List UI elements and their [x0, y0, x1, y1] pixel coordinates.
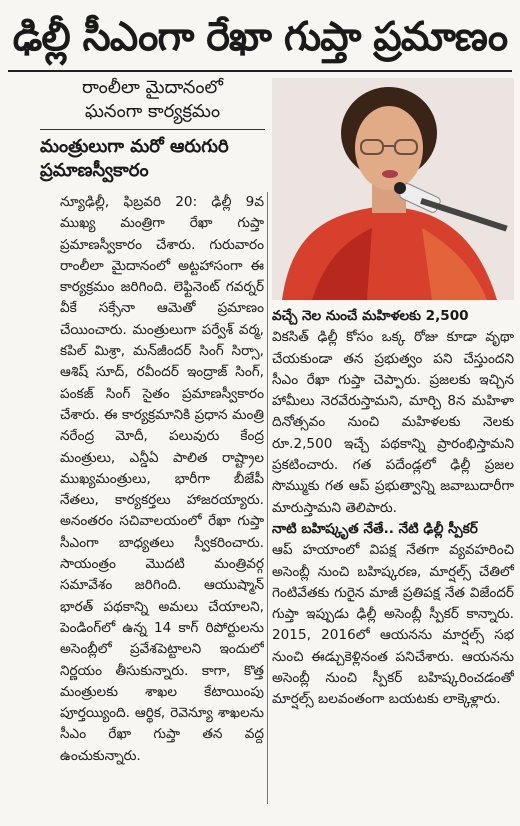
- deck-line-2: ఘనంగా కార్యక్రమం: [84, 101, 221, 122]
- subheading-speaker: నాటి బహిష్కృత నేతే.. నేటి ఢిల్లీ స్పీకర్: [272, 520, 478, 537]
- column-2-intro: వచ్చే నెల నుంచే మహిళలకు 2,500: [272, 308, 469, 324]
- deck-rule: [40, 129, 265, 130]
- headline-rule: [8, 70, 512, 72]
- body-column-2: [272, 306, 514, 806]
- news-photo: [272, 78, 514, 300]
- deck: [40, 76, 265, 183]
- column-2-paragraph-1: వికసిత్ ఢిల్లీ కోసం ఒక్క రోజు కూడా వృథా చేయకుండా తన ప్రభుత్వం పని చేస్తుందని సీఎం రేఖా గుప్తా చెప్పారు. ప్రజలకు ఇచ్చిన హామీలు నెరవేరుస్తామని, మార్చి 8న మహిళా దినోత్సవం నుంచి మహిళలకు నెలకు రూ.2,500 ఇచ్చే పథకాన్ని ప్రారంభిస్తామని ప్రకటించారు. గత పదేండ్లలో ఢిల్లీ ప్రజల సొమ్ముకు గత ఆప్ ప్రభుత్వాన్ని జవాబుదారీగా మారుస్తామని తెలిపారు.: [272, 329, 514, 516]
- deck-line-3: మంత్రులుగా మరో ఆరుగురి: [40, 136, 229, 157]
- deck-line-4: ప్రమాణస్వీకారం: [40, 160, 149, 181]
- column-2-paragraph-2: ఆప్ హయాంలో విపక్ష నేతగా వ్యవహరించి అసెంబ్లీ నుంచి బహిష్కరణ, మార్షల్స్ చేతిలో గెంటివేతకు గురైన మాజీ ప్రతిపక్ష నేత విజేందర్ గుప్తా ఇప్పుడు ఢిల్లీ అసెంబ్లీ స్పీకర్ కాన్నారు. 2015, 2016లో ఆయనను మార్షల్స్ సభ నుంచి ఈడ్చుకెళ్లినంత పనిచేశారు. ఆయనను అసెంబ్లీ నుంచి స్పీకర్ బహిష్కరించడంతో మార్షల్స్ బలవంతంగా బయటకు లాక్కెళ్లారు.: [272, 542, 514, 708]
- headline: ఢిల్లీ సీఎంగా రేఖా గుప్తా ప్రమాణం: [12, 14, 508, 60]
- body-column-1: న్యూఢిల్లీ, ఫిబ్రవరి 20: ఢిల్లీ 9వ ముఖ్య మంత్రిగా రేఖా గుప్తా ప్రమాణస్వీకారం చేశారు. గురువారం రాంలీలా మైదానంలో అట్టహాసంగా ఈ కార్యక్రమం జరిగింది. లెఫ్టినెంట్ గవర్నర్ వీకే సక్సేనా ఆమెతో ప్రమాణం చేయించారు. మంత్రులుగా పర్వేశ్ వర్మ, కపిల్ మిశ్రా, మన్‌జీందర్ సింగ్ సిర్సా, ఆశిష్ సూద్, రవీందర్ ఇంద్రాజ్ సింగ్, పంకజ్ సింగ్ సైతం ప్రమాణస్వీకారం చేశారు. ఈ కార్యక్రమానికి ప్రధాన మంత్రి నరేంద్ర మోదీ, పలువురు కేంద్ర మంత్రులు, ఎన్డీఏ పాలిత రాష్ట్రాల ముఖ్యమంత్రులు, భారీగా బీజేపీ నేతలు, కార్యకర్తలు హాజరయ్యారు. అనంతరం సచివాలయంలో రేఖా గుప్తా సీఎంగా బాధ్యతలు స్వీకరించారు. సాయంత్రం మొదటి మంత్రివర్గ సమావేశం జరిగింది. ఆయుష్మాన్ భారత్ పథకాన్ని అమలు చేయాలని, పెండింగ్‌లో ఉన్న 14 కాగ్ రిపోర్టులను అసెంబ్లీలో ప్రవేశపెట్టాలని ఇందులో నిర్ణయం తీసుకున్నారు. కాగా, కొత్త మంత్రులకు శాఖల కేటాయింపు పూర్తయ్యింది. ఆర్థిక, రెవెన్యూ శాఖలను సీఎం రేఖా గుప్తా తన వద్ద ఉంచుకున్నారు.: [60, 194, 264, 764]
- column-divider: [267, 192, 268, 804]
- photo-illustration: [272, 78, 514, 300]
- deck-line-1: రాంలీలా మైదానంలో: [81, 77, 224, 98]
